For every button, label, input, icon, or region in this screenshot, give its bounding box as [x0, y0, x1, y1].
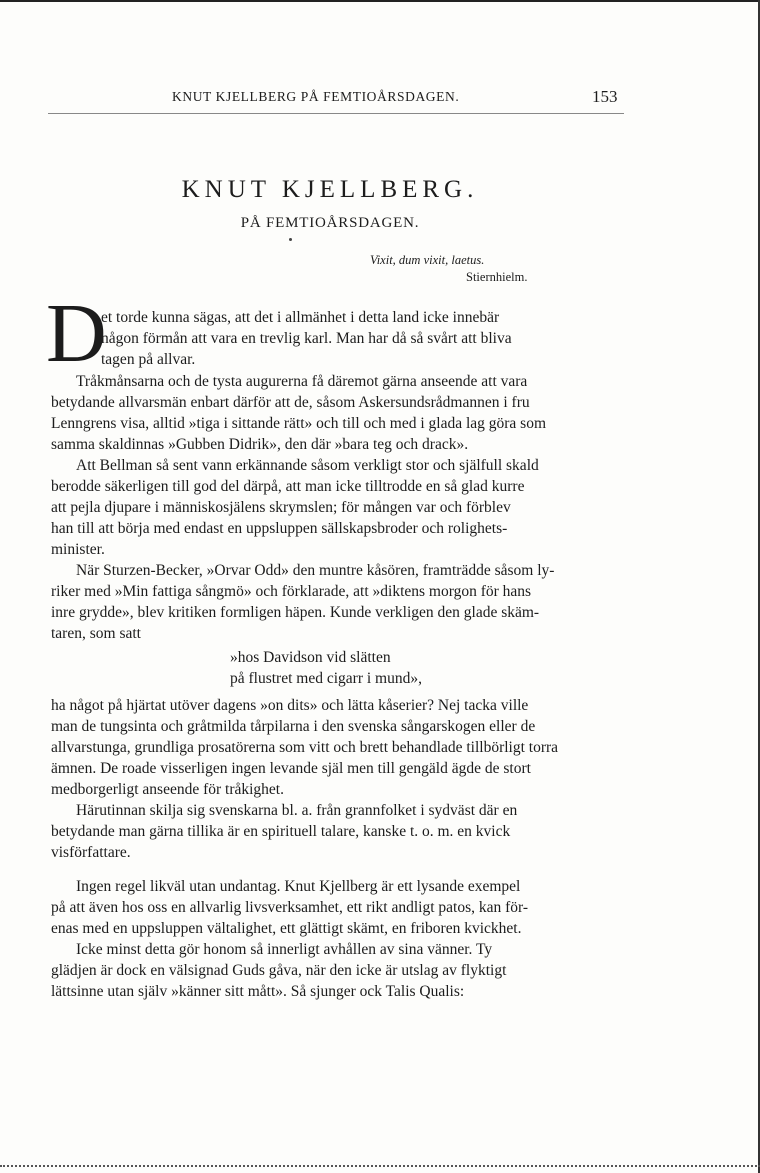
text-line: man de tungsinta och gråtmilda tårpilarna i den svenska sångarskogen eller de [51, 718, 536, 735]
verse-line: på flustret med cigarr i mund», [230, 670, 422, 687]
text-line: Att Bellman så sent vann erkännande såsom verkligt stor och själfull skald [76, 457, 539, 474]
article-subtitle: PÅ FEMTIOÅRSDAGEN. [240, 215, 420, 231]
text-line: han till att börja med endast en uppsluppen sällskapsbroder och rolighets- [51, 520, 508, 537]
ornament-dot [289, 238, 292, 241]
text-line: Ingen regel likväl utan undantag. Knut Kjellberg är ett lysande exempel [76, 878, 521, 895]
text-line: enas med en uppsluppen vältalighet, ett glättigt skämt, en friboren kvickhet. [51, 920, 522, 937]
drop-cap: D [46, 287, 107, 380]
text-line: ha något på hjärtat utöver dagens »on dits» och lätta kåserier? Nej tacka ville [51, 697, 529, 714]
text-line: tagen på allvar. [101, 351, 196, 368]
article-title: KNUT KJELLBERG. [181, 176, 479, 203]
text-line: visförfattare. [51, 844, 131, 861]
page-top-edge [0, 0, 760, 2]
text-line: medborgerligt anseende för tråkighet. [51, 781, 284, 798]
text-line: samma skaldinnas »Gubben Didrik», den där »bara teg och drack». [51, 436, 469, 453]
text-line: glädjen är dock en välsignad Guds gåva, när den icke är utslag av flyktigt [51, 962, 507, 979]
text-line: När Sturzen-Becker, »Orvar Odd» den muntre kåsören, framträdde såsom ly- [76, 562, 555, 579]
text-line: betydande man gärna tillika är en spirituell talare, kanske t. o. m. en kvick [51, 823, 511, 840]
text-line: et torde kunna sägas, att det i allmänhet i detta land icke innebär [101, 309, 500, 326]
text-line: berodde säkerligen till god del därpå, att man icke tilltrodde en så glad kurre [51, 478, 525, 495]
text-line: Härutinnan skilja sig svenskarna bl. a. från grannfolket i sydväst där en [76, 802, 518, 819]
text-line: taren, som satt [51, 625, 141, 642]
text-line: att pejla djupare i människosjälens skrymslen; för mången var och förblev [51, 499, 511, 516]
text-line: ämnen. De roade visserligen ingen levande själ men till gengäld ägde de stort [51, 760, 531, 777]
text-line: betydande allvarsmän enbart därför att de, såsom Askersundsrådmannen i fru [51, 394, 530, 411]
text-line: Tråkmånsarna och de tysta augurerna få däremot gärna anseende att vara [76, 373, 528, 390]
text-line: inre grydde», blev kritiken formligen häpen. Kunde verkligen den glade skäm- [51, 604, 540, 621]
text-line: någon förmån att vara en trevlig karl. Man har då så svårt att bliva [101, 330, 512, 347]
verse-line: »hos Davidson vid slätten [230, 649, 391, 666]
text-line: Lenngrens visa, alltid »tiga i sittande rätt» och till och med i glada lag göra som [51, 415, 547, 432]
header-rule [48, 113, 624, 114]
text-line: riker med »Min fattiga sångmö» och förklarade, att »diktens morgon för hans [51, 583, 532, 600]
running-head: KNUT KJELLBERG PÅ FEMTIOÅRSDAGEN. [172, 89, 460, 104]
text-line: minister. [51, 541, 105, 558]
text-line: på att även hos oss en allvarlig livsverksamhet, ett rikt andligt patos, kan för- [51, 899, 529, 916]
page-bottom-edge [0, 1165, 760, 1167]
page-number: 153 [592, 87, 618, 106]
text-line: lättsinne utan själv »känner sitt mått». Så sjunger ock Talis Qualis: [51, 983, 465, 1000]
text-line: allvarstunga, grundliga prosatörerna som vitt och brett behandlade tillbörligt torra [51, 739, 559, 756]
motto-author: Stiernhielm. [466, 270, 528, 284]
motto-quote: Vixit, dum vixit, laetus. [370, 253, 485, 267]
text-line: Icke minst detta gör honom så innerligt avhållen av sina vänner. Ty [76, 941, 493, 958]
